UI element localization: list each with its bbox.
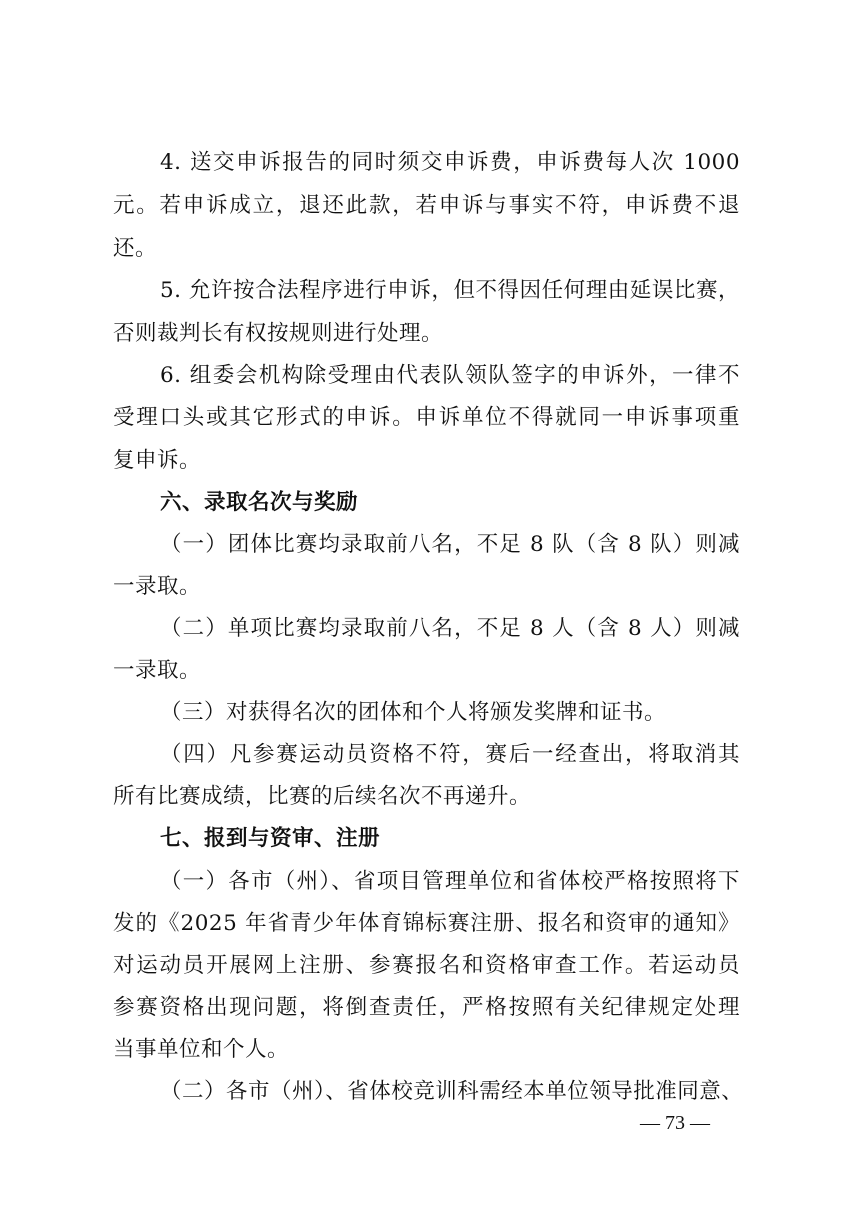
section-heading: 六、录取名次与奖励 [160,490,359,515]
paragraph-line: 所有比赛成绩，比赛的后续名次不再递升。 [113,784,532,809]
paragraph-line: 对运动员开展网上注册、参赛报名和资格审查工作。若运动员 [113,953,740,978]
paragraph-line: 受理口头或其它形式的申诉。申诉单位不得就同一申诉事项重 [113,405,740,430]
paragraph-line: 当事单位和个人。 [113,1037,290,1062]
paragraph-line: 5. 允许按合法程序进行申诉，但不得因任何理由延误比赛， [160,278,740,303]
paragraph-line: 一录取。 [113,658,202,683]
paragraph-line: （四）凡参赛运动员资格不符，赛后一经查出，将取消其 [160,742,740,767]
paragraph-line: 发的《2025 年省青少年体育锦标赛注册、报名和资审的通知》 [113,911,740,936]
paragraph-line: （一）团体比赛均录取前八名，不足 8 队（含 8 队）则减 [160,532,740,557]
paragraph-line: 元。若申诉成立，退还此款，若申诉与事实不符，申诉费不退 [113,193,740,218]
paragraph-line: （二）各市（州）、省体校竞训科需经本单位领导批准同意、 [160,1079,744,1104]
paragraph-line: 一录取。 [113,574,202,599]
paragraph-line: 复申诉。 [113,448,202,473]
paragraph-line: 否则裁判长有权按规则进行处理。 [113,321,444,346]
paragraph-line: （三）对获得名次的团体和个人将颁发奖牌和证书。 [160,700,667,725]
page-number: — 73 — [640,1112,710,1134]
paragraph-line: （一）各市（州）、省项目管理单位和省体校严格按照将下 [160,869,740,894]
paragraph-line: （二）单项比赛均录取前八名，不足 8 人（含 8 人）则减 [160,616,740,641]
paragraph-line: 6. 组委会机构除受理由代表队领队签字的申诉外，一律不 [160,363,740,388]
section-heading: 七、报到与资审、注册 [160,826,381,851]
paragraph-line: 4. 送交申诉报告的同时须交申诉费，申诉费每人次 1000 [160,150,740,175]
paragraph-line: 还。 [113,236,158,261]
paragraph-line: 参赛资格出现问题，将倒查责任，严格按照有关纪律规定处理 [113,995,740,1020]
